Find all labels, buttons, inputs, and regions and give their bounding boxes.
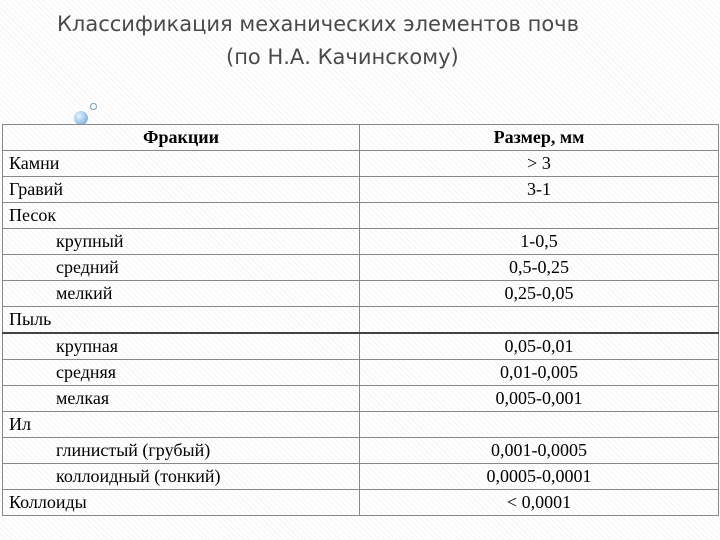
fraction-name: Ил: [3, 412, 360, 438]
table-row: [3, 281, 719, 307]
fraction-size: 0,0005-0,0001: [360, 464, 719, 490]
fraction-size: 0,05-0,01: [360, 333, 719, 360]
fraction-size: < 0,0001: [360, 490, 719, 516]
fraction-name: мелкая: [3, 386, 360, 412]
decorative-dot-large: [74, 111, 88, 125]
header-size: Размер, мм: [360, 125, 719, 151]
fractions-table: [2, 124, 719, 516]
table-row: [3, 151, 719, 177]
table-body: [3, 151, 719, 516]
fraction-size: 0,25-0,05: [360, 281, 719, 307]
fraction-size: 3-1: [360, 177, 719, 203]
fraction-name: коллоидный (тонкий): [3, 464, 360, 490]
table-row: [3, 255, 719, 281]
fraction-size: [360, 307, 719, 334]
fraction-size: 0,01-0,005: [360, 360, 719, 386]
fraction-name: Пыль: [3, 307, 360, 334]
fraction-size: 0,005-0,001: [360, 386, 719, 412]
fraction-name: средняя: [3, 360, 360, 386]
fraction-name: Песок: [3, 203, 360, 229]
table-row: [3, 229, 719, 255]
fraction-size: > 3: [360, 151, 719, 177]
table-row: [3, 412, 719, 438]
fraction-size: [360, 412, 719, 438]
title-line-2: (по Н.А. Качинскому): [226, 45, 459, 69]
table-row: [3, 360, 719, 386]
fraction-size: 0,5-0,25: [360, 255, 719, 281]
slide-title: [0, 8, 720, 74]
fraction-name: Коллоиды: [3, 490, 360, 516]
table-row: [3, 464, 719, 490]
decorative-dot-small: [90, 103, 97, 110]
fraction-name: средний: [3, 255, 360, 281]
fraction-size: 1-0,5: [360, 229, 719, 255]
title-line-1: Классификация механических элементов почв: [57, 12, 579, 36]
fraction-name: Камни: [3, 151, 360, 177]
header-fraction: Фракции: [3, 125, 360, 151]
table-row: [3, 177, 719, 203]
fraction-name: Гравий: [3, 177, 360, 203]
fraction-name: глинистый (грубый): [3, 438, 360, 464]
fraction-name: мелкий: [3, 281, 360, 307]
fraction-name: крупный: [3, 229, 360, 255]
fraction-size: [360, 203, 719, 229]
table-row: [3, 490, 719, 516]
table-row: [3, 386, 719, 412]
table-row: [3, 203, 719, 229]
table-row: [3, 438, 719, 464]
table-row: [3, 333, 719, 360]
fraction-name: крупная: [3, 333, 360, 360]
table-header-row: [3, 125, 719, 151]
table-row: [3, 307, 719, 334]
fraction-size: 0,001-0,0005: [360, 438, 719, 464]
